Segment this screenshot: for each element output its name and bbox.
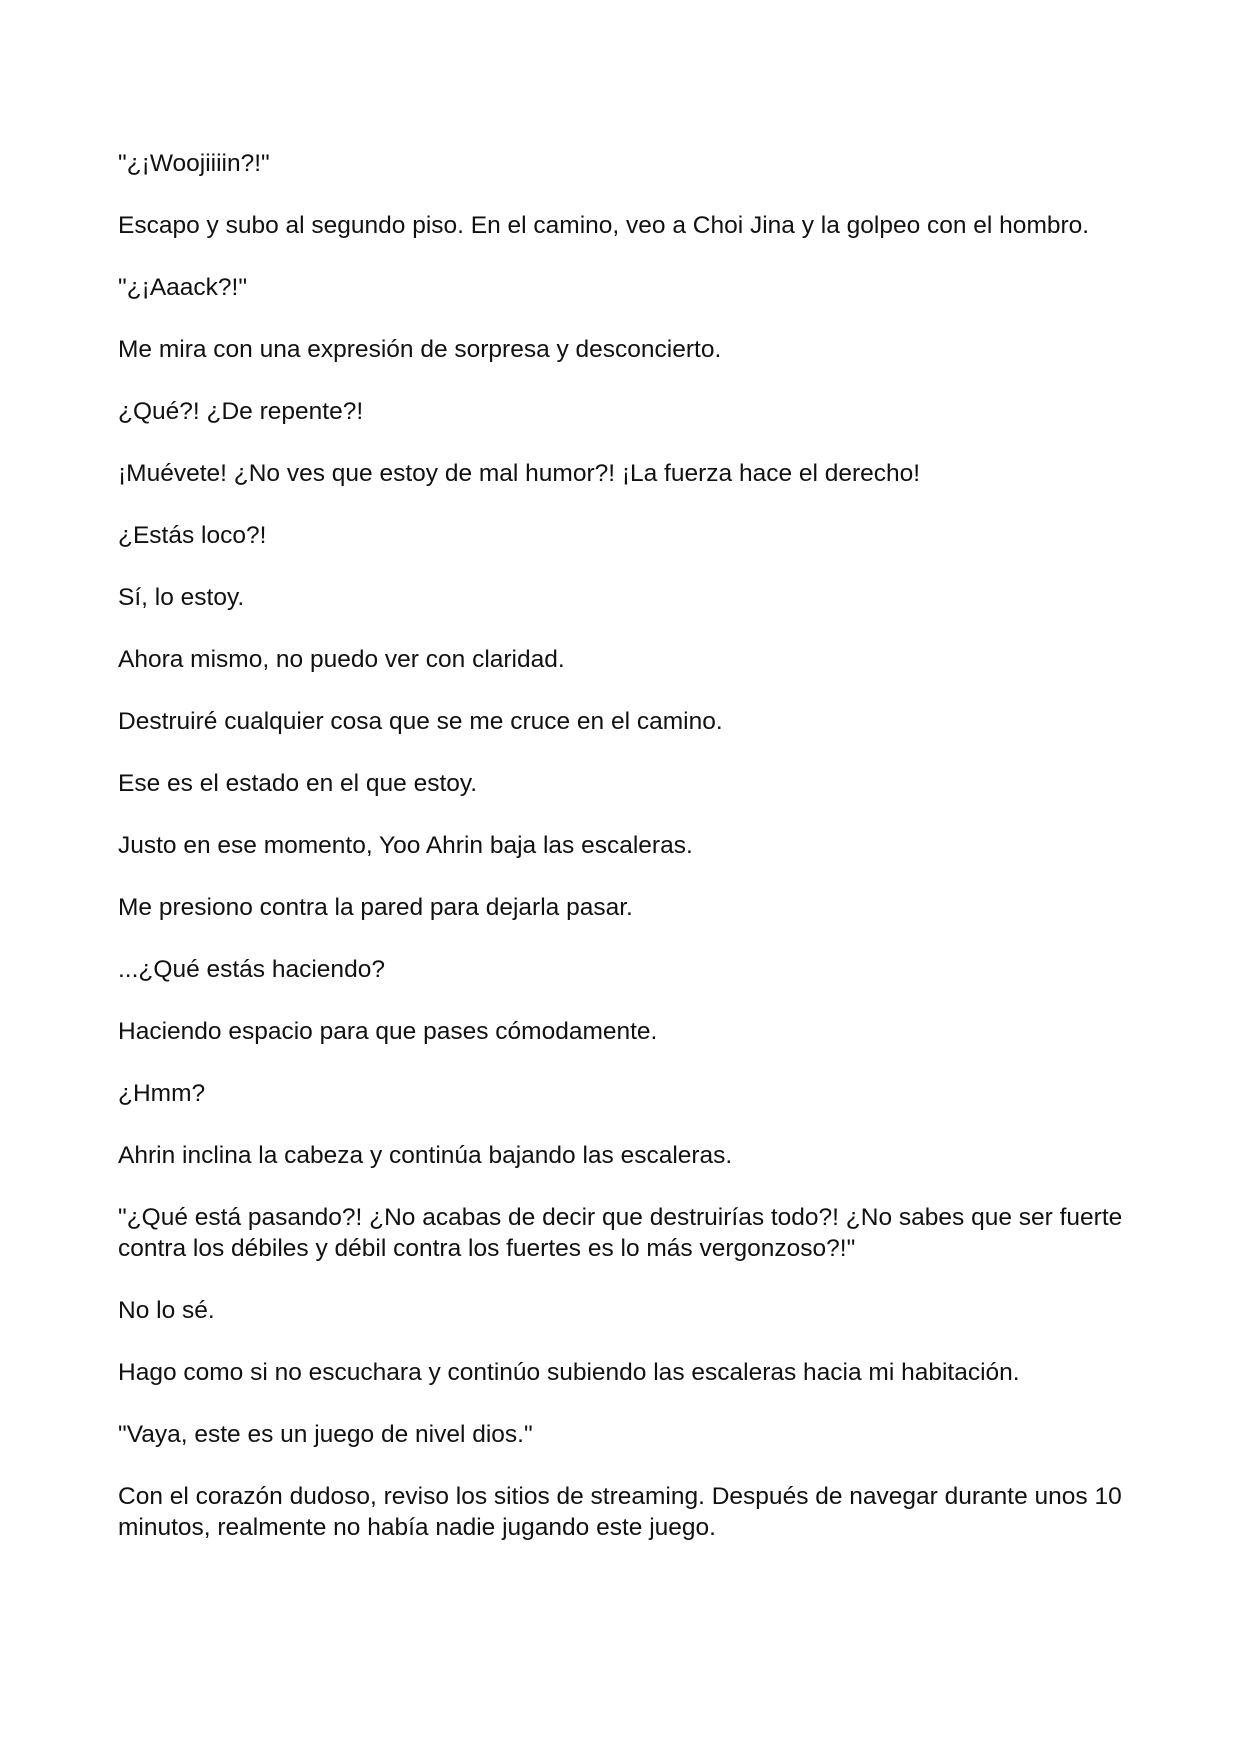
document-body — [118, 148, 1128, 1574]
paragraph: ¿Qué?! ¿De repente?! — [118, 398, 364, 425]
paragraph: Me presiono contra la pared para dejarla pasar. — [118, 894, 633, 921]
paragraph: "¿¡Aaack?!" — [118, 274, 248, 301]
paragraph: "Vaya, este es un juego de nivel dios." — [118, 1421, 533, 1448]
paragraph: Ahrin inclina la cabeza y continúa bajando las escaleras. — [118, 1142, 733, 1169]
paragraph: Ahora mismo, no puedo ver con claridad. — [118, 646, 565, 673]
paragraph: Con el corazón dudoso, reviso los sitios de streaming. Después de navegar durante unos 10 minutos, realmente no había nadie jugando este juego. — [118, 1483, 1122, 1541]
paragraph: Me mira con una expresión de sorpresa y desconcierto. — [118, 336, 722, 363]
paragraph: "¿Qué está pasando?! ¿No acabas de decir que destruirías todo?! ¿No sabes que ser fuerte contra los débiles y débil contra los fuertes es lo más vergonzoso?!" — [118, 1204, 1123, 1262]
paragraph: ...¿Qué estás haciendo? — [118, 956, 385, 983]
paragraph: Sí, lo estoy. — [118, 584, 245, 611]
paragraph: Justo en ese momento, Yoo Ahrin baja las escaleras. — [118, 832, 693, 859]
paragraph: ¿Hmm? — [118, 1080, 206, 1107]
paragraph: Hago como si no escuchara y continúo subiendo las escaleras hacia mi habitación. — [118, 1359, 1020, 1386]
paragraph: ¿Estás loco?! — [118, 522, 267, 549]
paragraph: Ese es el estado en el que estoy. — [118, 770, 478, 797]
paragraph: ¡Muévete! ¿No ves que estoy de mal humor?! ¡La fuerza hace el derecho! — [118, 460, 921, 487]
paragraph: No lo sé. — [118, 1297, 215, 1324]
paragraph: Escapo y subo al segundo piso. En el camino, veo a Choi Jina y la golpeo con el hombro. — [118, 212, 1090, 239]
paragraph: "¿¡Woojiiiin?!" — [118, 150, 270, 177]
paragraph: Haciendo espacio para que pases cómodamente. — [118, 1018, 658, 1045]
paragraph: Destruiré cualquier cosa que se me cruce en el camino. — [118, 708, 723, 735]
